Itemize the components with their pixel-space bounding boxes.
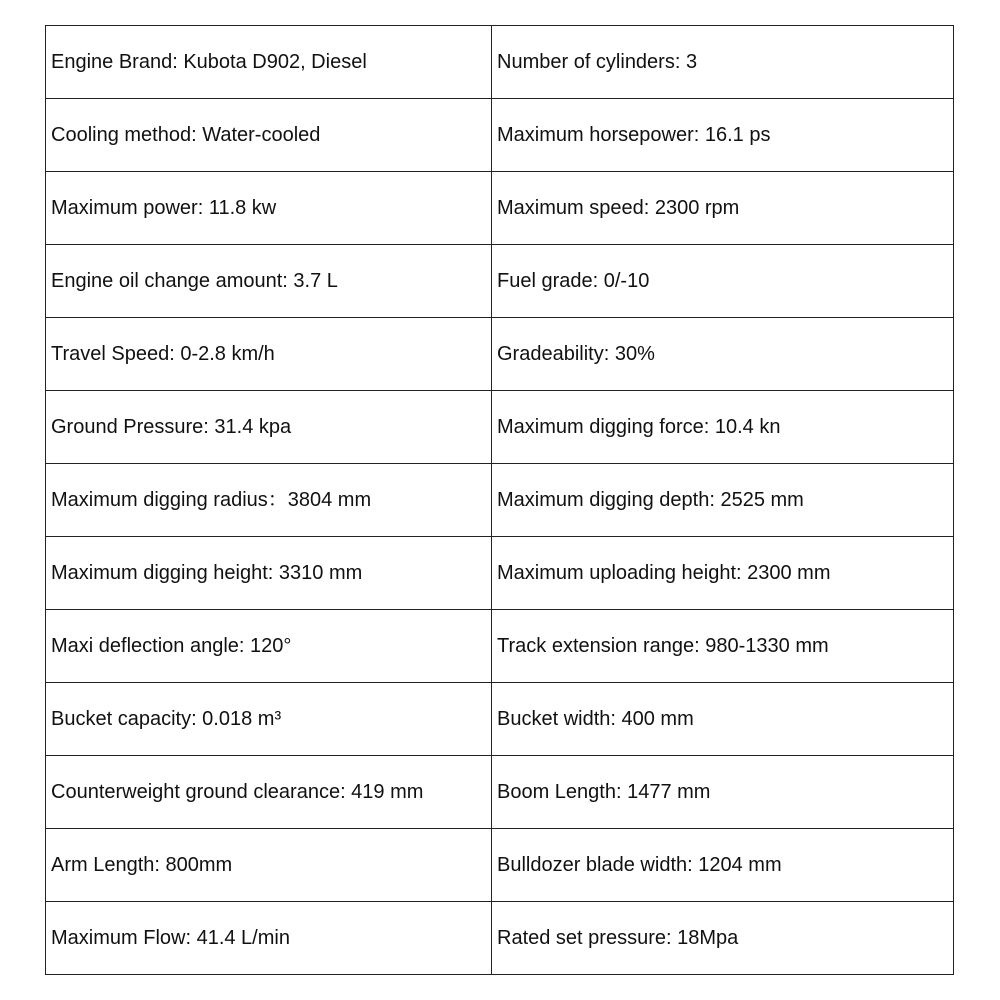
spec-cell: Maximum digging force: 10.4 kn [492, 391, 954, 464]
spec-cell: Maximum digging radius：3804 mm [46, 464, 492, 537]
table-row [46, 829, 954, 902]
spec-cell: Track extension range: 980-1330 mm [492, 610, 954, 683]
spec-cell: Number of cylinders: 3 [492, 26, 954, 99]
spec-cell: Boom Length: 1477 mm [492, 756, 954, 829]
spec-cell: Maximum digging height: 3310 mm [46, 537, 492, 610]
spec-cell: Engine Brand: Kubota D902, Diesel [46, 26, 492, 99]
table-row [46, 391, 954, 464]
table-row [46, 902, 954, 975]
table-row [46, 99, 954, 172]
table-row [46, 610, 954, 683]
spec-cell: Counterweight ground clearance: 419 mm [46, 756, 492, 829]
table-row [46, 172, 954, 245]
table-row [46, 537, 954, 610]
spec-cell: Bucket capacity: 0.018 m³ [46, 683, 492, 756]
table-row [46, 683, 954, 756]
spec-cell: Maximum Flow: 41.4 L/min [46, 902, 492, 975]
spec-cell: Ground Pressure: 31.4 kpa [46, 391, 492, 464]
table-row [46, 756, 954, 829]
spec-cell: Bucket width: 400 mm [492, 683, 954, 756]
table-row [46, 26, 954, 99]
spec-cell: Fuel grade: 0/-10 [492, 245, 954, 318]
spec-cell: Cooling method: Water-cooled [46, 99, 492, 172]
spec-cell: Rated set pressure: 18Mpa [492, 902, 954, 975]
table-row [46, 464, 954, 537]
spec-cell: Travel Speed: 0-2.8 km/h [46, 318, 492, 391]
table-row [46, 245, 954, 318]
spec-cell: Maxi deflection angle: 120° [46, 610, 492, 683]
spec-cell: Engine oil change amount: 3.7 L [46, 245, 492, 318]
spec-cell: Maximum speed: 2300 rpm [492, 172, 954, 245]
spec-cell: Arm Length: 800mm [46, 829, 492, 902]
spec-cell: Maximum power: 11.8 kw [46, 172, 492, 245]
table-row [46, 318, 954, 391]
spec-cell: Gradeability: 30% [492, 318, 954, 391]
spec-cell: Maximum horsepower: 16.1 ps [492, 99, 954, 172]
spec-cell: Maximum uploading height: 2300 mm [492, 537, 954, 610]
spec-cell: Maximum digging depth: 2525 mm [492, 464, 954, 537]
specification-table [45, 25, 954, 975]
spec-cell: Bulldozer blade width: 1204 mm [492, 829, 954, 902]
